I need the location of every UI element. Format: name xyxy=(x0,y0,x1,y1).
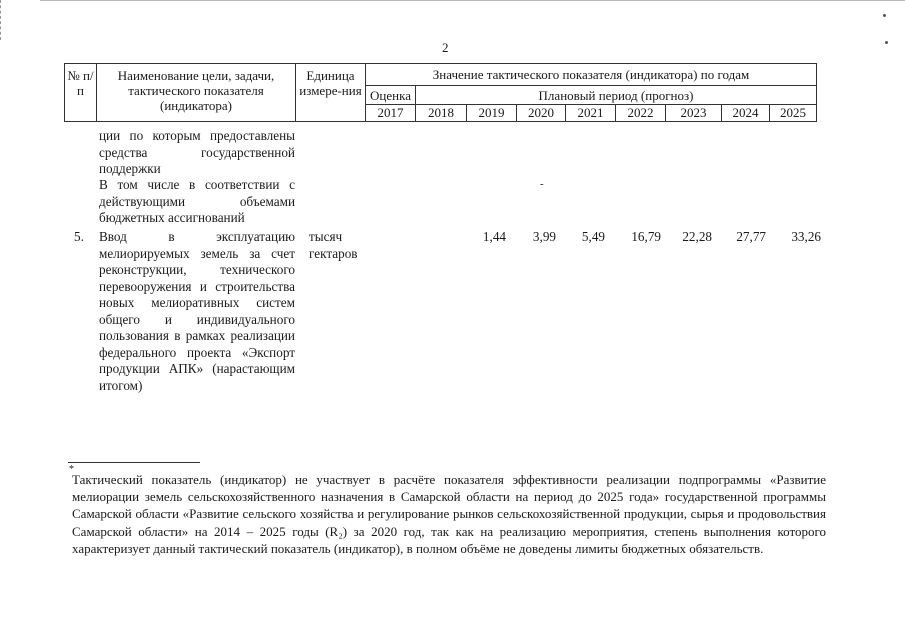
scan-dot xyxy=(885,41,888,44)
row-unit: тысяч гектаров xyxy=(309,229,358,261)
scan-top-edge xyxy=(40,0,905,1)
year-2018: 2018 xyxy=(416,105,467,122)
header-values-title: Значение тактического показателя (индикатора) по годам xyxy=(366,64,817,86)
year-2024: 2024 xyxy=(722,105,770,122)
continuation-text: ции по которым предоставлены средства государственной поддержки xyxy=(99,128,295,176)
value-2019: 1,44 xyxy=(482,229,506,244)
header-unit: Единица измере-ния xyxy=(296,64,366,122)
year-2022: 2022 xyxy=(616,105,666,122)
year-2021: 2021 xyxy=(566,105,616,122)
header-num: № п/п xyxy=(65,64,97,122)
value-2024: 27,77 xyxy=(736,229,766,244)
year-2023: 2023 xyxy=(666,105,722,122)
footnote-marker: * xyxy=(69,464,74,475)
year-2020: 2020 xyxy=(517,105,566,122)
indicator-table xyxy=(64,63,817,122)
header-estimate: Оценка xyxy=(366,86,416,105)
row-name: Ввод в эксплуатацию мелиорируемых земель за счет реконструкции, технического перевооружения и строительства новых мелиоративных систем общего и индивидуального пользования в рамках реализации федерального проекта «Экспорт продукции АПК» (нарастающим итогом) xyxy=(99,229,295,393)
header-name: Наименование цели, задачи, тактического показателя (индикатора) xyxy=(97,64,296,122)
year-2025: 2025 xyxy=(770,105,817,122)
scan-edge-mark xyxy=(0,0,4,40)
footnote-separator xyxy=(68,462,200,463)
year-2017: 2017 xyxy=(366,105,416,122)
value-2020: 3,99 xyxy=(532,229,556,244)
year-2019: 2019 xyxy=(467,105,517,122)
header-plan: Плановый период (прогноз) xyxy=(416,86,817,105)
dash-mark: - xyxy=(540,178,544,190)
page-number: 2 xyxy=(442,40,449,55)
including-text: В том числе в соответствии с действующими объемами бюджетных ассигнований xyxy=(99,177,295,225)
footnote-text: Тактический показатель (индикатор) не участвует в расчёте показателя эффективности реализации подпрограммы «Развитие мелиорации земель сельскохозяйственного назначения в Самарской области на период до 2025 года» государственной программы Самарской области «Развитие сельского хозяйства и регулирование рынков сельскохозяйственной продукции, сырья и продовольствия Самарской области» на 2014 – 2025 годы (R₂) за 2020 год, так как на реализацию мероприятия, степень выполнения которого характеризует данный тактический показатель (индикатор), в полном объёме не доведены лимиты бюджетных обязательств. xyxy=(72,472,826,556)
row-number: 5. xyxy=(74,229,84,244)
value-2022: 16,79 xyxy=(631,229,661,244)
value-2023: 22,28 xyxy=(682,229,712,244)
value-2025: 33,26 xyxy=(791,229,821,244)
scan-dot xyxy=(883,14,886,17)
value-2021: 5,49 xyxy=(581,229,605,244)
